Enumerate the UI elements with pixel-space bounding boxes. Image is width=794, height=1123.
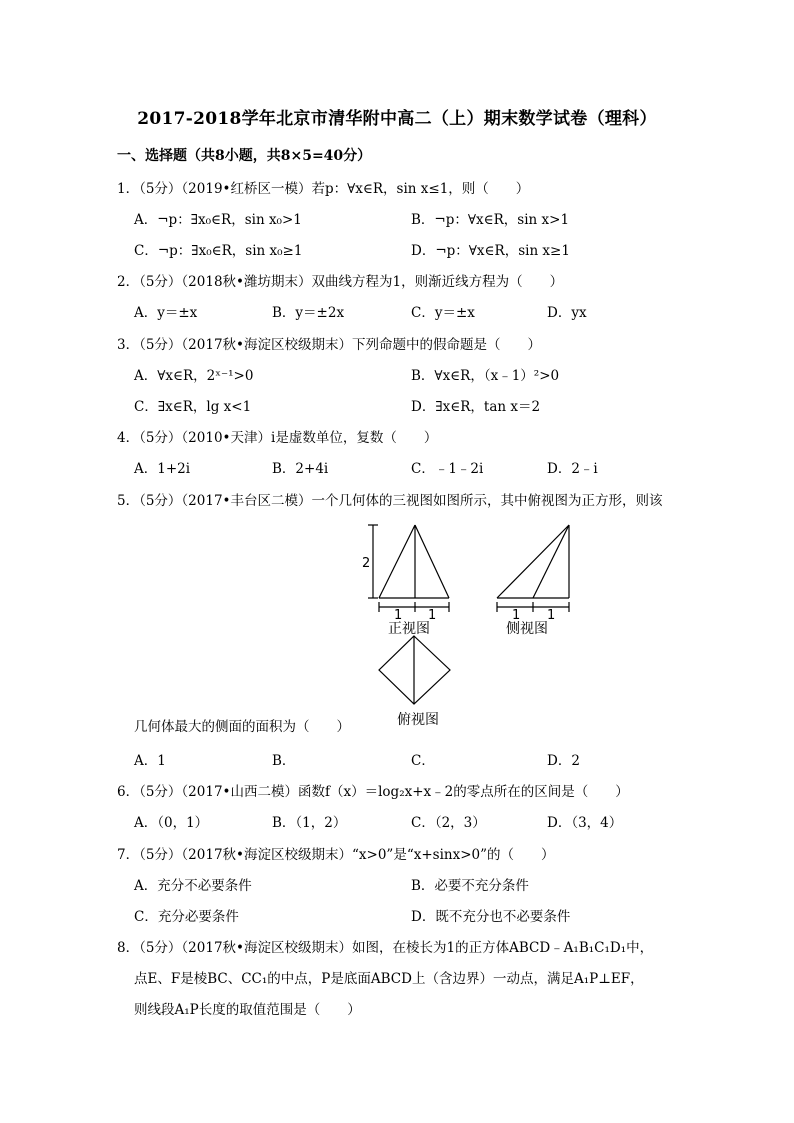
question-5-option-a: A．1: [134, 753, 166, 769]
question-2-option-c: C．y＝±x: [411, 305, 475, 321]
front-view: [368, 525, 449, 612]
question-1-option-a: A．¬p：∃x₀∈R，sin x₀>1: [134, 212, 302, 228]
top-view-caption: 俯视图: [397, 712, 439, 728]
question-2-stem: 2．（5分）（2018秋•潍坊期末）双曲线方程为1，则渐近线方程为（ ）: [117, 274, 564, 290]
question-1-option-d: D．¬p：∀x∈R，sin x≥1: [411, 243, 570, 259]
question-5-stem-continued: 几何体最大的侧面的面积为（ ）: [134, 719, 350, 735]
question-6-option-d: D．（3，4）: [547, 815, 623, 831]
side-view-caption: 侧视图: [506, 621, 548, 637]
question-6-option-c: C．（2，3）: [411, 815, 486, 831]
question-6-option-a: A．（0，1）: [134, 815, 209, 831]
question-3-option-a: A．∀x∈R，2ˣ⁻¹>0: [134, 368, 254, 384]
question-1-option-c: C．¬p：∃x₀∈R，sin x₀≥1: [134, 243, 303, 259]
question-7-option-c: C．充分必要条件: [134, 909, 239, 925]
question-6-option-b: B．（1，2）: [272, 815, 347, 831]
question-4-stem: 4．（5分）（2010•天津）i是虚数单位，复数（ ）: [117, 430, 438, 446]
question-2-option-d: D．yx: [547, 305, 587, 321]
question-4-option-c: C．﹣1﹣2i: [411, 461, 484, 477]
question-7-option-d: D．既不充分也不必要条件: [411, 909, 571, 925]
question-5-option-d: D．2: [547, 753, 580, 769]
question-4-option-b: B．2+4i: [272, 461, 329, 477]
question-5-option-c: C．: [411, 753, 435, 769]
question-1-stem: 1．（5分）（2019•红桥区一模）若p：∀x∈R，sin x≤1，则（ ）: [117, 181, 530, 197]
question-8-stem-line-3: 则线段A₁P长度的取值范围是（ ）: [134, 1002, 361, 1018]
question-5-stem: 5．（5分）（2017•丰台区二模）一个几何体的三视图如图所示，其中俯视图为正方形，则该: [117, 493, 663, 509]
side-view: [497, 525, 569, 612]
front-unit-label-1: 1: [394, 608, 403, 623]
question-7-option-a: A．充分不必要条件: [134, 878, 252, 894]
section-heading: 一、选择题（共8小题，共8×5=40分）: [117, 148, 372, 164]
question-2-option-b: B．y＝±2x: [272, 305, 345, 321]
question-8-stem-line-2: 点E、F是棱BC、CC₁的中点，P是底面ABCD上（含边界）一动点，满足A₁P⊥EF，: [134, 971, 644, 987]
question-6-stem: 6．（5分）（2017•山西二模）函数f（x）＝log₂x+x﹣2的零点所在的区间是（ ）: [117, 784, 629, 800]
height-label: 2: [362, 556, 371, 571]
page-title: 2017-2018学年北京市清华附中高二（上）期末数学试卷（理科）: [137, 109, 657, 129]
question-3-option-d: D．∃x∈R，tan x＝2: [411, 399, 541, 415]
top-view: [379, 636, 450, 704]
front-view-caption: 正视图: [388, 621, 430, 637]
question-4-option-d: D．2﹣i: [547, 461, 598, 477]
side-unit-label-2: 1: [547, 608, 556, 623]
question-3-option-b: B．∀x∈R，（x﹣1）²>0: [411, 368, 560, 384]
question-2-option-a: A．y＝±x: [134, 305, 198, 321]
question-7-stem: 7．（5分）（2017秋•海淀区校级期末）“x>0”是“x+sinx>0”的（ ）: [117, 847, 555, 863]
question-4-option-a: A．1+2i: [134, 461, 191, 477]
side-unit-label-1: 1: [512, 608, 521, 623]
question-7-option-b: B．必要不充分条件: [411, 878, 529, 894]
question-1-option-b: B．¬p：∀x∈R，sin x>1: [411, 212, 570, 228]
question-3-stem: 3．（5分）（2017秋•海淀区校级期末）下列命题中的假命题是（ ）: [117, 337, 541, 353]
question-5-option-b: B．: [272, 753, 296, 769]
question-8-stem: 8．（5分）（2017秋•海淀区校级期末）如图，在棱长为1的正方体ABCD﹣A₁B₁C₁D₁中，: [117, 940, 654, 956]
front-unit-label-2: 1: [428, 608, 437, 623]
question-3-option-c: C．∃x∈R，lg x<1: [134, 399, 252, 415]
